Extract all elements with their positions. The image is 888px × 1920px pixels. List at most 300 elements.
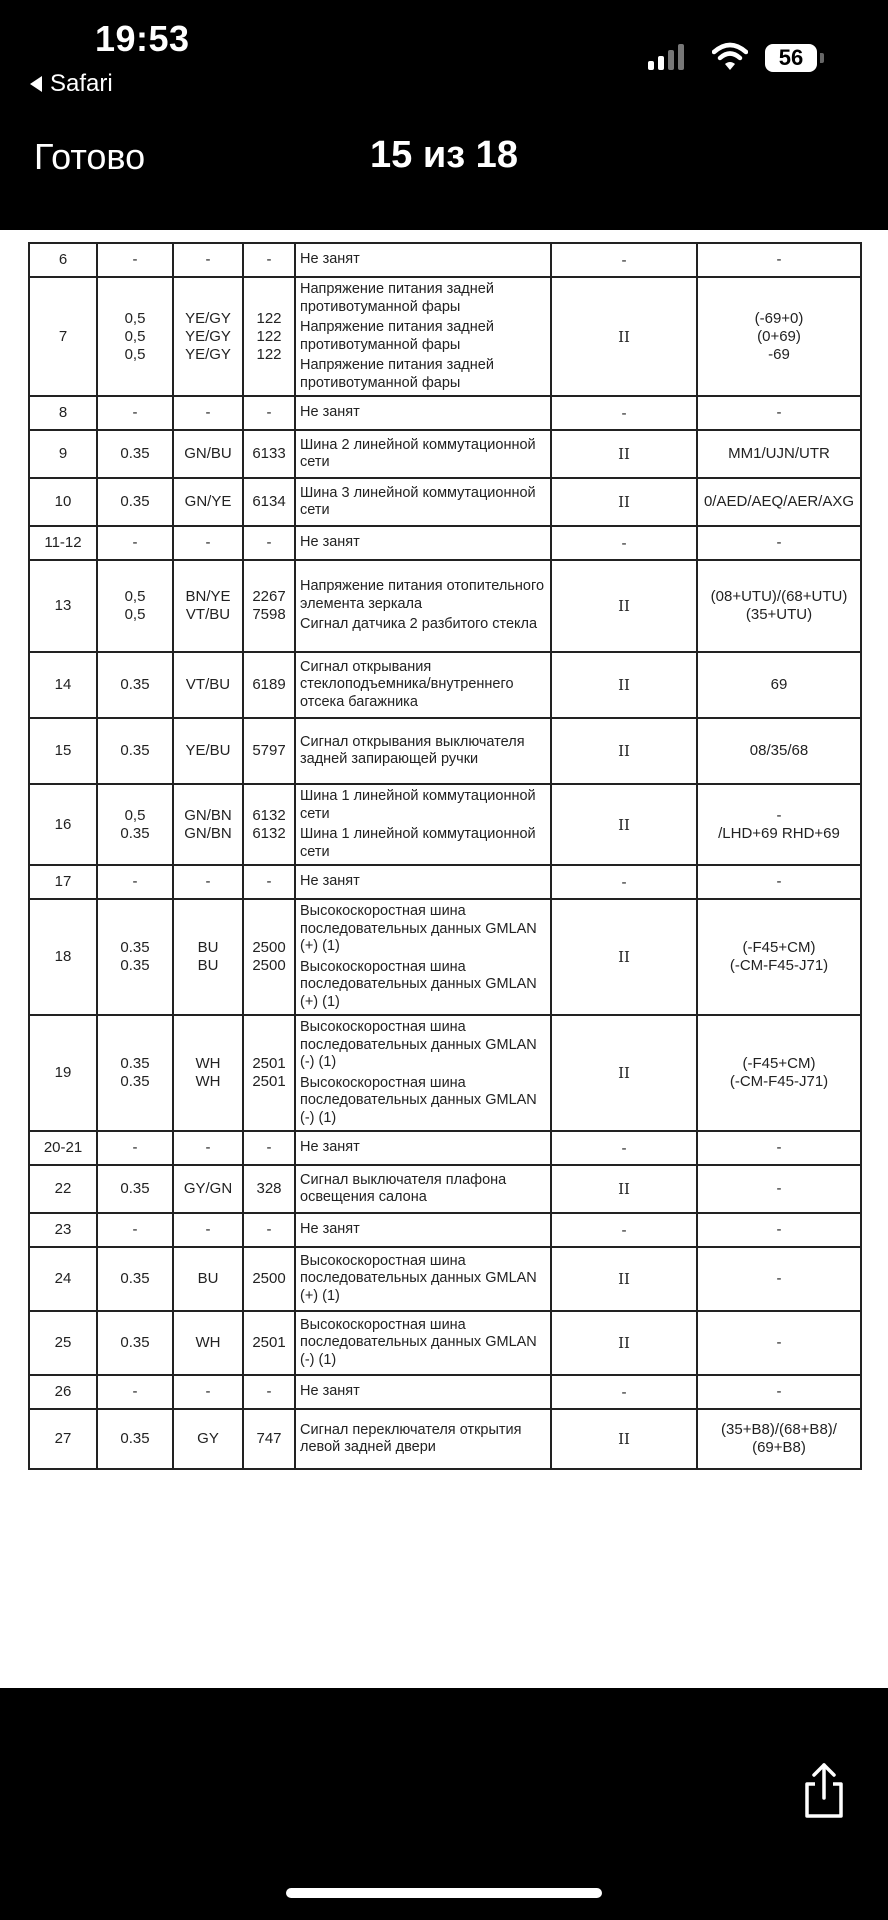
cell-value: 0,5: [124, 606, 146, 623]
cell-value: -: [205, 404, 211, 421]
table-row: [29, 478, 861, 526]
share-icon[interactable]: [800, 1762, 848, 1820]
pinout-table: [28, 242, 862, 1470]
description-cell: [295, 1409, 551, 1469]
option-cell: [697, 560, 861, 652]
cell-value: (-CM-F45-J71): [729, 957, 829, 974]
wire-color-cell: [173, 1165, 243, 1213]
pin-cell: 8: [29, 396, 97, 430]
wire-color-cell: [173, 243, 243, 277]
page-counter: 15 из 18: [370, 134, 518, 176]
option-cell: [697, 277, 861, 396]
option-cell: [697, 1015, 861, 1131]
cell-value: 0.35: [120, 742, 150, 759]
option-cell: [697, 526, 861, 560]
description-line: Не занят: [300, 1139, 360, 1156]
description-line: Высокоскоростная шина последовательных данных GMLAN (+) (1): [300, 958, 537, 1010]
cell-value: -: [205, 1383, 211, 1400]
option-cell: [697, 1311, 861, 1375]
wire-color-cell: [173, 652, 243, 718]
section-cell: [97, 1131, 173, 1165]
cell-value: 0,5: [124, 588, 146, 605]
description-line: Шина 1 линейной коммутационной сети: [300, 788, 536, 822]
circuit-cell: [243, 1165, 295, 1213]
pin-cell: 14: [29, 652, 97, 718]
cell-value: BU: [197, 939, 219, 956]
cell-value: -: [132, 534, 138, 551]
table-row: [29, 430, 861, 478]
connector-cell: II: [551, 899, 697, 1015]
pin-cell: 24: [29, 1247, 97, 1311]
table-row: [29, 899, 861, 1015]
connector-cell: -: [551, 1213, 697, 1247]
cell-value: -: [776, 404, 782, 421]
cell-value: -: [776, 1180, 782, 1197]
cell-value: GN/BN: [184, 824, 232, 842]
cell-value: 0.35: [120, 445, 150, 462]
connector-cell: II: [551, 478, 697, 526]
description-line: Шина 1 линейной коммутационной сети: [300, 826, 536, 860]
table-row: [29, 652, 861, 718]
circuit-cell: [243, 718, 295, 784]
wire-color-cell: [173, 277, 243, 396]
cell-value: 2500: [252, 1270, 286, 1287]
cell-value: GY/GN: [183, 1180, 233, 1197]
section-cell: [97, 652, 173, 718]
cell-value: -: [266, 1139, 272, 1156]
table-row: [29, 1131, 861, 1165]
cell-value: 2501: [252, 1334, 286, 1351]
description-cell: [295, 865, 551, 899]
option-cell: [697, 478, 861, 526]
wire-color-cell: [173, 1409, 243, 1469]
cell-value: -: [205, 251, 211, 268]
section-cell: [97, 784, 173, 865]
cell-value: 5797: [252, 742, 286, 759]
description-line: Сигнал открывания стеклоподъемника/внутреннего отсека багажника: [300, 658, 514, 710]
cell-value: -: [266, 873, 272, 890]
wire-color-cell: [173, 1131, 243, 1165]
description-line: Не занят: [300, 251, 360, 268]
back-to-app-link[interactable]: [30, 70, 113, 98]
home-indicator[interactable]: [286, 1888, 602, 1898]
pin-cell: 13: [29, 560, 97, 652]
cell-value: -: [266, 251, 272, 268]
circuit-cell: [243, 430, 295, 478]
description-line: Не занят: [300, 1221, 360, 1238]
cell-value: 0.35: [120, 939, 150, 956]
cell-value: 69: [770, 676, 788, 693]
cellular-signal-icon: [648, 44, 684, 70]
cell-value: (08+UTU)/(68+UTU): [710, 588, 848, 605]
cell-value: VT/BU: [185, 606, 231, 623]
wifi-icon: [712, 42, 748, 72]
connector-cell: II: [551, 560, 697, 652]
table-row: [29, 396, 861, 430]
cell-value: 2500: [252, 939, 286, 956]
wire-color-cell: [173, 899, 243, 1015]
table-row: [29, 560, 861, 652]
cell-value: 0.35: [120, 957, 150, 974]
connector-cell: -: [551, 865, 697, 899]
table-row: [29, 718, 861, 784]
circuit-cell: [243, 652, 295, 718]
cell-value: 6133: [252, 445, 286, 462]
wire-color-cell: [173, 1375, 243, 1409]
option-cell: [697, 1131, 861, 1165]
circuit-cell: [243, 784, 295, 865]
cell-value: 6134: [252, 493, 286, 510]
cell-value: 0.35: [120, 676, 150, 693]
option-cell: [697, 865, 861, 899]
cell-value: (69+B8): [752, 1439, 806, 1456]
connector-cell: II: [551, 784, 697, 865]
cell-value: 0,5: [124, 345, 146, 363]
pin-cell: 25: [29, 1311, 97, 1375]
table-row: [29, 1375, 861, 1409]
cell-value: (0+69): [757, 327, 801, 345]
connector-cell: II: [551, 718, 697, 784]
wire-color-cell: [173, 560, 243, 652]
cell-value: 0.35: [120, 1055, 150, 1072]
description-cell: [295, 718, 551, 784]
connector-cell: -: [551, 526, 697, 560]
cell-value: -: [132, 1139, 138, 1156]
option-cell: [697, 718, 861, 784]
section-cell: [97, 1247, 173, 1311]
section-cell: [97, 718, 173, 784]
description-cell: [295, 652, 551, 718]
cell-value: (-F45+CM): [742, 939, 816, 956]
description-cell: [295, 1247, 551, 1311]
connector-cell: II: [551, 1311, 697, 1375]
section-cell: [97, 1375, 173, 1409]
cell-value: -: [132, 873, 138, 890]
description-cell: [295, 396, 551, 430]
wire-color-cell: [173, 784, 243, 865]
connector-cell: II: [551, 1015, 697, 1131]
description-cell: [295, 1213, 551, 1247]
circuit-cell: [243, 899, 295, 1015]
pin-cell: 11-12: [29, 526, 97, 560]
cell-value: (-F45+CM): [742, 1055, 816, 1072]
section-cell: [97, 430, 173, 478]
cell-value: -: [132, 404, 138, 421]
cell-value: YE/BU: [185, 742, 231, 759]
cell-value: WH: [195, 1334, 221, 1351]
battery-nub: [820, 53, 824, 63]
table-row: [29, 1015, 861, 1131]
wire-color-cell: [173, 1213, 243, 1247]
option-cell: [697, 1213, 861, 1247]
cell-value: 0.35: [120, 1270, 150, 1287]
pin-cell: 6: [29, 243, 97, 277]
table-row: [29, 1165, 861, 1213]
cell-value: -: [266, 534, 272, 551]
pin-cell: 22: [29, 1165, 97, 1213]
description-cell: [295, 1375, 551, 1409]
description-line: Не занят: [300, 1383, 360, 1400]
cell-value: -: [776, 534, 782, 551]
cell-value: 122: [256, 327, 282, 345]
cell-value: 0.35: [120, 1334, 150, 1351]
document-page[interactable]: [0, 230, 888, 1688]
done-button[interactable]: Готово: [34, 136, 146, 177]
connector-cell: -: [551, 1131, 697, 1165]
circuit-cell: [243, 526, 295, 560]
pin-cell: 10: [29, 478, 97, 526]
circuit-cell: [243, 1213, 295, 1247]
description-cell: [295, 1015, 551, 1131]
cell-value: 122: [256, 345, 282, 363]
connector-cell: II: [551, 1165, 697, 1213]
section-cell: [97, 1213, 173, 1247]
cell-value: (-CM-F45-J71): [729, 1073, 829, 1090]
cell-value: 0,5: [124, 806, 146, 824]
connector-cell: II: [551, 1409, 697, 1469]
battery-level: 56: [765, 44, 817, 72]
description-line: Сигнал переключателя открытия левой задней двери: [300, 1421, 522, 1455]
cell-value: WH: [195, 1055, 221, 1072]
cell-value: -: [132, 1383, 138, 1400]
wire-color-cell: [173, 1247, 243, 1311]
description-line: Высокоскоростная шина последовательных данных GMLAN (-) (1): [300, 1316, 537, 1368]
cell-value: (35+UTU): [745, 606, 813, 623]
description-line: Шина 2 линейной коммутационной сети: [300, 436, 536, 470]
description-line: Сигнал датчика 2 разбитого стекла: [300, 616, 538, 633]
cell-value: /LHD+69 RHD+69: [718, 824, 840, 842]
wire-color-cell: [173, 526, 243, 560]
cell-value: YE/GY: [185, 327, 231, 345]
description-cell: [295, 1311, 551, 1375]
description-line: Сигнал выключателя плафона освещения салона: [300, 1171, 507, 1205]
description-line: Высокоскоростная шина последовательных данных GMLAN (-) (1): [300, 1074, 537, 1126]
description-cell: [295, 1165, 551, 1213]
cell-value: GN/BN: [184, 806, 232, 824]
cell-value: YE/GY: [185, 345, 231, 363]
cell-value: -: [776, 251, 782, 268]
wire-color-cell: [173, 718, 243, 784]
cell-value: -69: [768, 345, 790, 363]
table-row: [29, 243, 861, 277]
option-cell: [697, 1409, 861, 1469]
cell-value: -: [776, 1383, 782, 1400]
section-cell: [97, 1311, 173, 1375]
connector-cell: -: [551, 396, 697, 430]
cell-value: 747: [256, 1430, 282, 1447]
section-cell: [97, 1409, 173, 1469]
cell-value: 0.35: [120, 1073, 150, 1090]
cell-value: 6132: [252, 824, 286, 842]
cell-value: GN/BU: [184, 445, 232, 462]
cell-value: -: [776, 1334, 782, 1351]
wire-color-cell: [173, 396, 243, 430]
cell-value: BN/YE: [185, 588, 231, 605]
table-row: [29, 526, 861, 560]
cell-value: -: [205, 1139, 211, 1156]
section-cell: [97, 1015, 173, 1131]
status-time: 19:53: [95, 18, 190, 59]
cell-value: BU: [197, 957, 219, 974]
pin-cell: 15: [29, 718, 97, 784]
table-row: [29, 1409, 861, 1469]
cell-value: YE/GY: [185, 309, 231, 327]
cell-value: 2500: [252, 957, 286, 974]
description-cell: [295, 526, 551, 560]
cell-value: WH: [195, 1073, 221, 1090]
circuit-cell: [243, 1409, 295, 1469]
connector-cell: -: [551, 243, 697, 277]
pin-cell: 19: [29, 1015, 97, 1131]
connector-cell: II: [551, 277, 697, 396]
pin-cell: 20-21: [29, 1131, 97, 1165]
cell-value: -: [266, 1221, 272, 1238]
cell-value: 6189: [252, 676, 286, 693]
section-cell: [97, 865, 173, 899]
description-cell: [295, 784, 551, 865]
cell-value: -: [266, 1383, 272, 1400]
table-row: [29, 865, 861, 899]
wire-color-cell: [173, 865, 243, 899]
description-line: Не занят: [300, 534, 360, 551]
table-row: [29, 784, 861, 865]
option-cell: [697, 652, 861, 718]
table-row: [29, 277, 861, 396]
pin-cell: 26: [29, 1375, 97, 1409]
option-cell: [697, 899, 861, 1015]
table-row: [29, 1247, 861, 1311]
cell-value: 0.35: [120, 1430, 150, 1447]
wire-color-cell: [173, 478, 243, 526]
section-cell: [97, 1165, 173, 1213]
back-app-label: Safari: [50, 70, 113, 97]
option-cell: [697, 1375, 861, 1409]
cell-value: -: [776, 873, 782, 890]
circuit-cell: [243, 1131, 295, 1165]
description-line: Сигнал открывания выключателя задней запирающей ручки: [300, 733, 525, 767]
cell-value: 08/35/68: [749, 742, 809, 759]
description-line: Напряжение питания задней противотуманной фары: [300, 281, 494, 315]
description-line: Напряжение питания отопительного элемента зеркала: [300, 578, 545, 612]
circuit-cell: [243, 1375, 295, 1409]
description-cell: [295, 560, 551, 652]
wire-color-cell: [173, 1015, 243, 1131]
description-line: Шина 3 линейной коммутационной сети: [300, 484, 536, 518]
option-cell: [697, 243, 861, 277]
circuit-cell: [243, 478, 295, 526]
cell-value: 0.35: [120, 493, 150, 510]
option-cell: [697, 784, 861, 865]
option-cell: [697, 1247, 861, 1311]
circuit-cell: [243, 1015, 295, 1131]
circuit-cell: [243, 560, 295, 652]
option-cell: [697, 396, 861, 430]
connector-cell: II: [551, 652, 697, 718]
cell-value: 2501: [252, 1055, 286, 1072]
circuit-cell: [243, 1247, 295, 1311]
cell-value: -: [205, 873, 211, 890]
cell-value: 0,5: [124, 309, 146, 327]
cell-value: VT/BU: [185, 676, 231, 693]
circuit-cell: [243, 277, 295, 396]
cell-value: GN/YE: [184, 493, 232, 510]
cell-value: 122: [256, 309, 282, 327]
description-line: Высокоскоростная шина последовательных данных GMLAN (+) (1): [300, 903, 537, 954]
connector-cell: II: [551, 430, 697, 478]
option-cell: [697, 430, 861, 478]
section-cell: [97, 243, 173, 277]
description-cell: [295, 1131, 551, 1165]
circuit-cell: [243, 396, 295, 430]
cell-value: -: [205, 534, 211, 551]
cell-value: -: [776, 806, 782, 824]
wire-color-cell: [173, 1311, 243, 1375]
description-cell: [295, 899, 551, 1015]
cell-value: -: [132, 1221, 138, 1238]
circuit-cell: [243, 243, 295, 277]
pin-cell: 23: [29, 1213, 97, 1247]
description-cell: [295, 277, 551, 396]
battery-indicator: [765, 44, 824, 72]
pin-cell: 27: [29, 1409, 97, 1469]
cell-value: 0/AED/AEQ/AER/AXG: [703, 493, 855, 510]
section-cell: [97, 478, 173, 526]
cell-value: MM1/UJN/UTR: [728, 445, 830, 462]
section-cell: [97, 526, 173, 560]
cell-value: GY: [197, 1430, 219, 1447]
cell-value: 7598: [252, 606, 286, 623]
cell-value: 2501: [252, 1073, 286, 1090]
description-line: Высокоскоростная шина последовательных данных GMLAN (-) (1): [300, 1019, 537, 1070]
table-row: [29, 1311, 861, 1375]
connector-cell: -: [551, 1375, 697, 1409]
circuit-cell: [243, 1311, 295, 1375]
pin-cell: 16: [29, 784, 97, 865]
cell-value: -: [205, 1221, 211, 1238]
cell-value: 2267: [252, 588, 286, 605]
cell-value: 0,5: [124, 327, 146, 345]
cell-value: -: [776, 1139, 782, 1156]
cell-value: 6132: [252, 806, 286, 824]
description-line: Не занят: [300, 873, 360, 890]
description-line: Напряжение питания задней противотуманной фары: [300, 357, 494, 391]
circuit-cell: [243, 865, 295, 899]
cell-value: 328: [256, 1180, 282, 1197]
option-cell: [697, 1165, 861, 1213]
cell-value: BU: [197, 1270, 219, 1287]
wire-color-cell: [173, 430, 243, 478]
cell-value: (-69+0): [754, 309, 804, 327]
pin-cell: 9: [29, 430, 97, 478]
description-line: Не занят: [300, 404, 360, 421]
section-cell: [97, 560, 173, 652]
cell-value: (35+B8)/(68+B8)/: [721, 1421, 837, 1438]
pin-cell: 7: [29, 277, 97, 396]
description-cell: [295, 478, 551, 526]
table-row: [29, 1213, 861, 1247]
connector-cell: II: [551, 1247, 697, 1311]
section-cell: [97, 396, 173, 430]
back-arrow-icon: [30, 76, 42, 92]
cell-value: 0.35: [120, 1180, 150, 1197]
cell-value: -: [266, 404, 272, 421]
description-cell: [295, 243, 551, 277]
cell-value: 0.35: [120, 824, 150, 842]
pin-cell: 18: [29, 899, 97, 1015]
pin-cell: 17: [29, 865, 97, 899]
cell-value: -: [132, 251, 138, 268]
cell-value: -: [776, 1221, 782, 1238]
